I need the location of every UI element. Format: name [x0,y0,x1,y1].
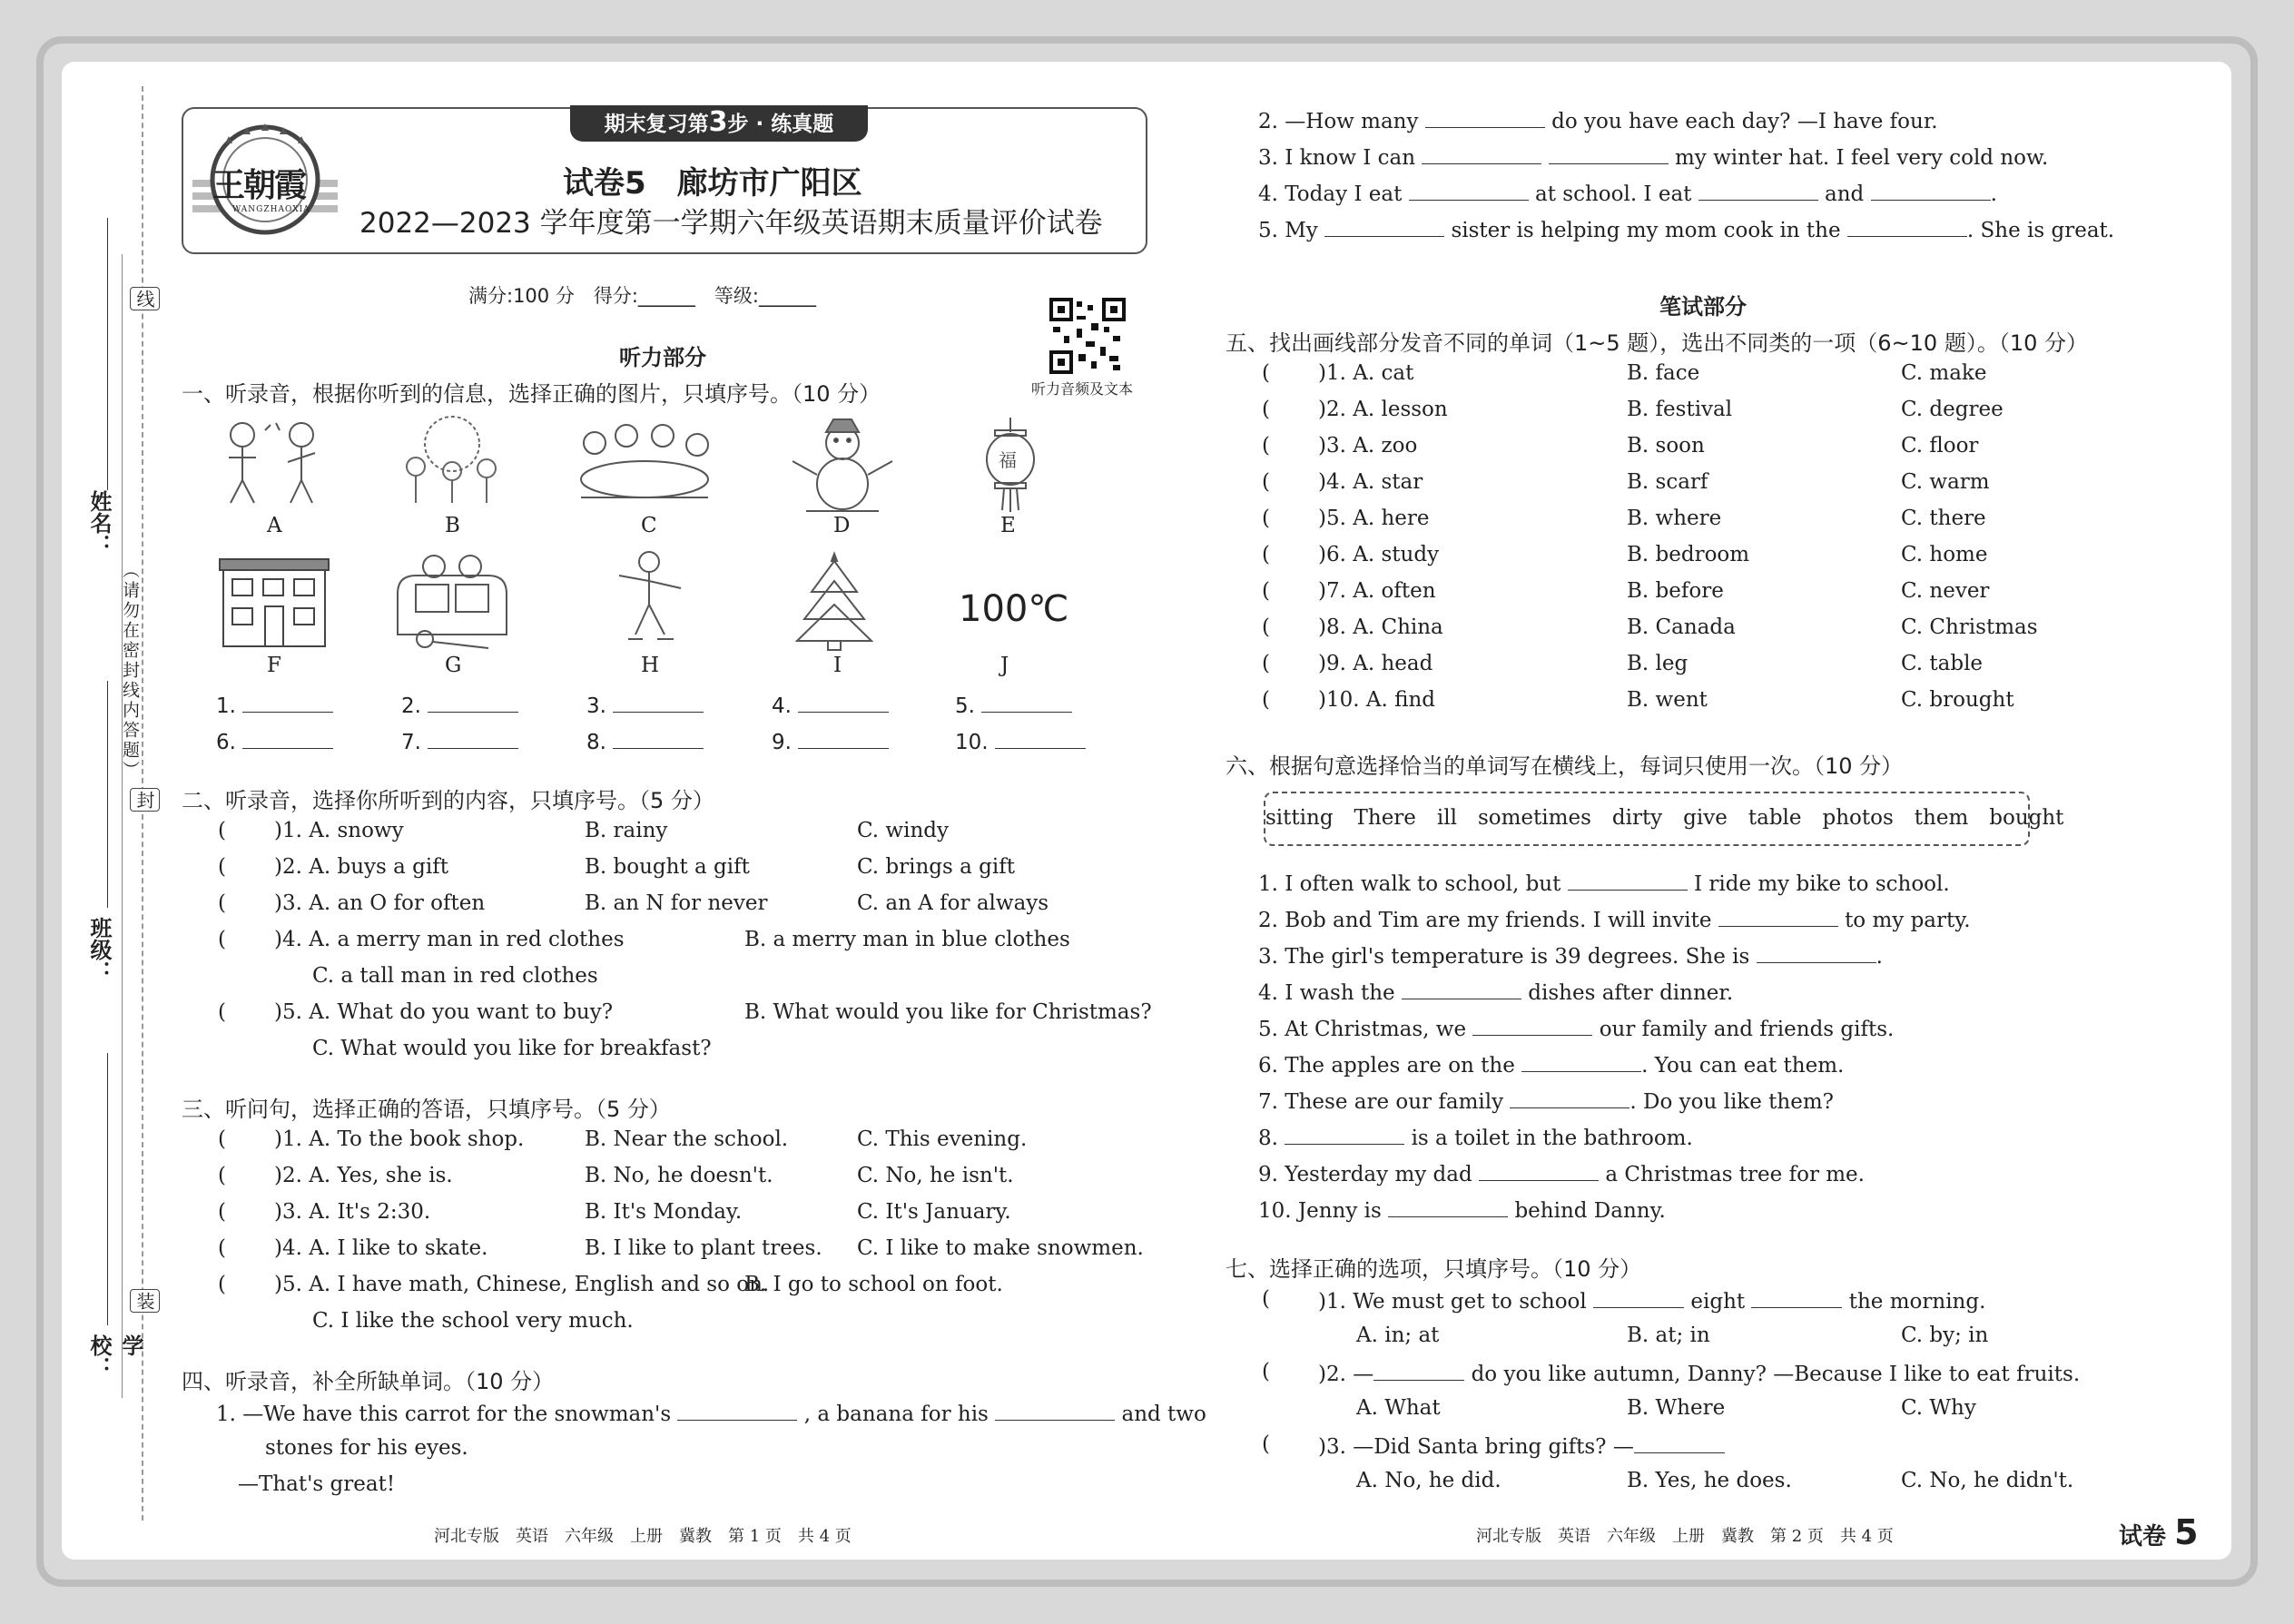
section-4-title: 四、听录音，补全所缺单词。（10 分） [182,1369,555,1394]
exam-subtitle: 2022—2023 学年度第一学期六年级英语期末质量评价试卷 [359,207,1103,240]
picture-e-fu-lantern [960,416,1088,516]
s5-row-option-c: C. brought [1901,688,2014,712]
section-7-title: 七、选择正确的选项，只填序号。（10 分） [1226,1256,1642,1282]
picture-label-e: E [1000,514,1016,537]
s5-row-option-c: C. never [1901,579,1990,603]
s6-q4[interactable]: 4. I wash the dishes after dinner. [1258,979,1733,1005]
exam-title: 试卷5 廊坊市广阳区 [563,165,862,202]
s2-q2-option-b: B. bought a gift [585,855,750,879]
s7-q2-option-a: A. What [1356,1396,1441,1420]
s5-row-paren[interactable]: ( [1262,543,1270,566]
s7-q3-stem: )3. —Did Santa bring gifts? — [1318,1432,1725,1459]
class-label: 班级： [86,917,112,982]
s2-q3-option-b: B. an N for never [585,891,768,915]
s2-q3-option-c: C. an A for always [857,891,1049,915]
s2-q4-paren[interactable]: ( [218,928,226,951]
school-label: 学校： [86,1334,143,1378]
s5-row-option-c: C. home [1901,543,1988,566]
s5-row-option-a: )7. A. often [1318,579,1436,603]
s5-row-paren[interactable]: ( [1262,434,1270,458]
class-underline [107,681,108,908]
s5-row-paren[interactable]: ( [1262,398,1270,421]
s5-row-paren[interactable]: ( [1262,579,1270,603]
s3-q4-paren[interactable]: ( [218,1236,226,1260]
s5-row-option-c: C. there [1901,507,1986,530]
s5-row-option-c: C. floor [1901,434,1979,458]
s3-q5-option-a: )5. A. I have math, Chinese, English and so on. [274,1273,770,1296]
s4-q1-line2: stones for his eyes. [265,1436,468,1460]
s6-q5[interactable]: 5. At Christmas, we our family and friends gifts. [1258,1015,1894,1041]
s5-row-paren[interactable]: ( [1262,652,1270,675]
school-field[interactable] [80,1053,143,1398]
writing-title: 笔试部分 [1659,294,1747,320]
s5-row-option-a: )9. A. head [1318,652,1433,675]
s7-q2-paren[interactable]: ( [1262,1360,1270,1383]
s5-row-paren[interactable]: ( [1262,361,1270,385]
logo-subtext: WANGZHAOXIA [232,205,310,214]
class-field[interactable] [80,681,116,989]
listening-title: 听力部分 [619,345,706,370]
picture-c-family-dinner [572,416,699,516]
name-label: 姓名： [86,490,112,556]
answer-blank-9[interactable]: 9. [772,728,889,754]
s2-q1-option-a: )1. A. snowy [274,819,404,842]
s7-q1-stem: )1. We must get to school eight the morning. [1318,1287,1985,1314]
s5-row-option-c: C. degree [1901,398,2004,421]
s6-q6[interactable]: 6. The apples are on the . You can eat them. [1258,1051,1844,1078]
s2-q4-option-b: B. a merry man in blue clothes [744,928,1070,951]
picture-label-c: C [641,514,657,537]
seal-note: （请勿在密封线内答题） [120,561,140,781]
s7-q2-option-c: C. Why [1901,1396,1976,1420]
s3-q1-paren[interactable]: ( [218,1127,226,1151]
picture-b-family-fireworks [389,412,516,512]
s3-q1-option-b: B. Near the school. [585,1127,789,1151]
line-mark: 线 [130,287,160,310]
answer-blank-3[interactable]: 3. [586,692,704,718]
answer-blank-8[interactable]: 8. [586,728,704,754]
paper-badge-number: 5 [2174,1512,2199,1552]
s4-q1-line3: —That's great! [238,1472,396,1496]
name-field[interactable] [80,218,116,563]
s5-row-option-b: B. face [1627,361,1700,385]
s5-row-option-b: B. scarf [1627,470,1708,494]
s3-q2-option-a: )2. A. Yes, she is. [274,1164,453,1187]
s3-q4-option-c: C. I like to make snowmen. [857,1236,1144,1260]
s2-q1-option-c: C. windy [857,819,949,842]
picture-f-house [211,552,338,652]
answer-blank-7[interactable]: 7. [401,728,518,754]
answer-blank-4[interactable]: 4. [772,692,889,718]
s5-row-option-c: C. table [1901,652,1984,675]
s5-row-option-a: )8. A. China [1318,615,1443,639]
s4-q2[interactable]: 2. —How many do you have each day? —I have four. [1258,107,1938,133]
s5-row-option-a: )10. A. find [1318,688,1435,712]
picture-label-j: J [1000,654,1009,677]
s5-row-paren[interactable]: ( [1262,470,1270,494]
s5-row-option-b: B. Canada [1627,615,1736,639]
s4-q3[interactable]: 3. I know I can my winter hat. I feel very cold now. [1258,143,2048,170]
s5-row-option-a: )6. A. study [1318,543,1440,566]
picture-d-snowman [779,416,906,516]
picture-label-b: B [445,514,460,537]
s7-q2-stem: )2. — do you like autumn, Danny? —Because I like to eat fruits. [1318,1360,2080,1386]
s3-q5-option-c: C. I like the school very much. [312,1309,634,1333]
answer-blank-10[interactable]: 10. [955,728,1086,754]
picture-g-family-sofa [389,548,516,648]
s7-q2-option-b: B. Where [1627,1396,1726,1420]
s6-q1[interactable]: 1. I often walk to school, but I ride my bike to school. [1258,870,1950,896]
s3-q1-option-a: )1. A. To the book shop. [274,1127,525,1151]
s7-q3-option-a: A. No, he did. [1356,1469,1501,1492]
s3-q4-option-a: )4. A. I like to skate. [274,1236,488,1260]
footer-left: 河北专版 英语 六年级 上册 冀教 第 1 页 共 4 页 [434,1527,852,1546]
score-line: 满分:100 分 得分:______ 等级:______ [468,285,816,307]
section-2-title: 二、听录音，选择你所听到的内容，只填序号。（5 分） [182,788,714,813]
answer-blank-5[interactable]: 5. [955,692,1072,718]
name-underline [107,218,108,490]
s7-q1-paren[interactable]: ( [1262,1287,1270,1311]
s2-q3-option-a: )3. A. an O for often [274,891,486,915]
s5-row-option-c: C. Christmas [1901,615,2038,639]
s2-q2-option-a: )2. A. buys a gift [274,855,448,879]
s5-row-option-b: B. went [1627,688,1708,712]
section-3-title: 三、听问句，选择正确的答语，只填序号。（5 分） [182,1097,671,1122]
picture-label-i: I [833,654,842,677]
s6-q7[interactable]: 7. These are our family . Do you like them? [1258,1088,1834,1114]
s5-row-option-b: B. leg [1627,652,1689,675]
s4-q5[interactable]: 5. My sister is helping my mom cook in the . She is great. [1258,216,2114,242]
paper-badge: 试卷 5 [2119,1512,2199,1552]
s3-q5-option-b: B. I go to school on foot. [744,1273,1003,1296]
picture-label-g: G [445,654,462,677]
s2-q4-option-c: C. a tall man in red clothes [312,964,598,988]
s3-q2-option-c: C. No, he isn't. [857,1164,1014,1187]
svg-text:福: 福 [999,449,1017,471]
s6-q9[interactable]: 9. Yesterday my dad a Christmas tree for me. [1258,1160,1865,1186]
s5-row-option-c: C. warm [1901,470,1990,494]
section-1-title: 一、听录音，根据你听到的信息，选择正确的图片，只填序号。（10 分） [182,381,881,407]
s2-q3-paren[interactable]: ( [218,891,226,915]
s7-q1-option-c: C. by; in [1901,1324,1989,1347]
s5-row-option-b: B. festival [1627,398,1733,421]
fold-line [122,254,123,1398]
s3-q3-option-b: B. It's Monday. [585,1200,743,1224]
footer-right: 河北专版 英语 六年级 上册 冀教 第 2 页 共 4 页 [1476,1527,1894,1546]
s4-q4[interactable]: 4. Today I eat at school. I eat and . [1258,180,1997,206]
bind-mark: 装 [130,1289,160,1313]
s6-q8[interactable]: 8. is a toilet in the bathroom. [1258,1124,1693,1150]
s7-q3-option-b: B. Yes, he does. [1627,1469,1792,1492]
step-tab: 期末复习第3步 · 练真题 [570,105,868,142]
s5-row-paren[interactable]: ( [1262,615,1270,639]
picture-label-a: A [267,514,282,537]
s2-q5-option-b: B. What would you like for Christmas? [744,1000,1152,1024]
answer-blank-6[interactable]: 6. [216,728,333,754]
s3-q2-paren[interactable]: ( [218,1164,226,1187]
s5-row-option-a: )3. A. zoo [1318,434,1418,458]
s4-q1-line1[interactable]: 1. —We have this carrot for the snowman's , a banana for his and two [216,1400,1206,1426]
s5-row-option-a: )5. A. here [1318,507,1430,530]
s5-row-option-b: B. before [1627,579,1724,603]
logo-text: 王朝霞 [212,166,306,204]
s3-q2-option-b: B. No, he doesn't. [585,1164,773,1187]
qr-caption: 听力音频及文本 [1031,380,1134,398]
s2-q1-paren[interactable]: ( [218,819,226,842]
s2-q1-option-b: B. rainy [585,819,668,842]
picture-label-d: D [833,514,851,537]
s3-q5-paren[interactable]: ( [218,1273,226,1296]
s5-row-option-a: )2. A. lesson [1318,398,1448,421]
s2-q2-option-c: C. brings a gift [857,855,1015,879]
temperature-text: 100℃ [959,588,1069,630]
word-bank: sitting There ill sometimes dirty give table photos them bought [1264,792,2030,846]
s5-row-option-a: )1. A. cat [1318,361,1414,385]
s7-q1-option-a: A. in; at [1356,1324,1440,1347]
s5-row-option-b: B. where [1627,507,1722,530]
s5-row-option-b: B. soon [1627,434,1705,458]
picture-label-h: H [641,654,660,677]
s7-q3-paren[interactable]: ( [1262,1432,1270,1456]
s5-row-option-c: C. make [1901,361,1987,385]
s3-q1-option-c: C. This evening. [857,1127,1028,1151]
qr-code[interactable] [1049,298,1126,374]
s3-q4-option-b: B. I like to plant trees. [585,1236,822,1260]
seal-mark: 封 [130,788,160,812]
picture-h-skater [599,548,726,648]
picture-i-christmas-tree [784,548,911,648]
s5-row-option-a: )4. A. star [1318,470,1423,494]
s7-q1-option-b: B. at; in [1627,1324,1710,1347]
section-6-title: 六、根据句意选择恰当的单词写在横线上，每词只使用一次。（10 分） [1226,753,1904,779]
s6-q10[interactable]: 10. Jenny is behind Danny. [1258,1196,1666,1223]
s5-row-paren[interactable]: ( [1262,507,1270,530]
s2-q5-option-a: )5. A. What do you want to buy? [274,1000,614,1024]
answer-blank-1[interactable]: 1. [216,692,333,718]
picture-a-kids-playing [211,412,338,512]
s3-q3-paren[interactable]: ( [218,1200,226,1224]
answer-blank-2[interactable]: 2. [401,692,518,718]
s3-q3-option-a: )3. A. It's 2:30. [274,1200,431,1224]
s2-q5-paren[interactable]: ( [218,1000,226,1024]
s6-q3[interactable]: 3. The girl's temperature is 39 degrees. She is . [1258,942,1883,969]
s6-q2[interactable]: 2. Bob and Tim are my friends. I will invite to my party. [1258,906,1971,932]
brand-logo [192,116,338,243]
section-5-title: 五、找出画线部分发音不同的单词（1~5 题），选出不同类的一项（6~10 题）。（10 分） [1226,330,2088,356]
s5-row-option-b: B. bedroom [1627,543,1750,566]
s2-q2-paren[interactable]: ( [218,855,226,879]
s2-q4-option-a: )4. A. a merry man in red clothes [274,928,625,951]
s3-q3-option-c: C. It's January. [857,1200,1011,1224]
s5-row-paren[interactable]: ( [1262,688,1270,712]
picture-label-f: F [267,654,281,677]
school-underline [107,1053,108,1325]
s7-q3-option-c: C. No, he didn't. [1901,1469,2074,1492]
s2-q5-option-c: C. What would you like for breakfast? [312,1037,712,1060]
